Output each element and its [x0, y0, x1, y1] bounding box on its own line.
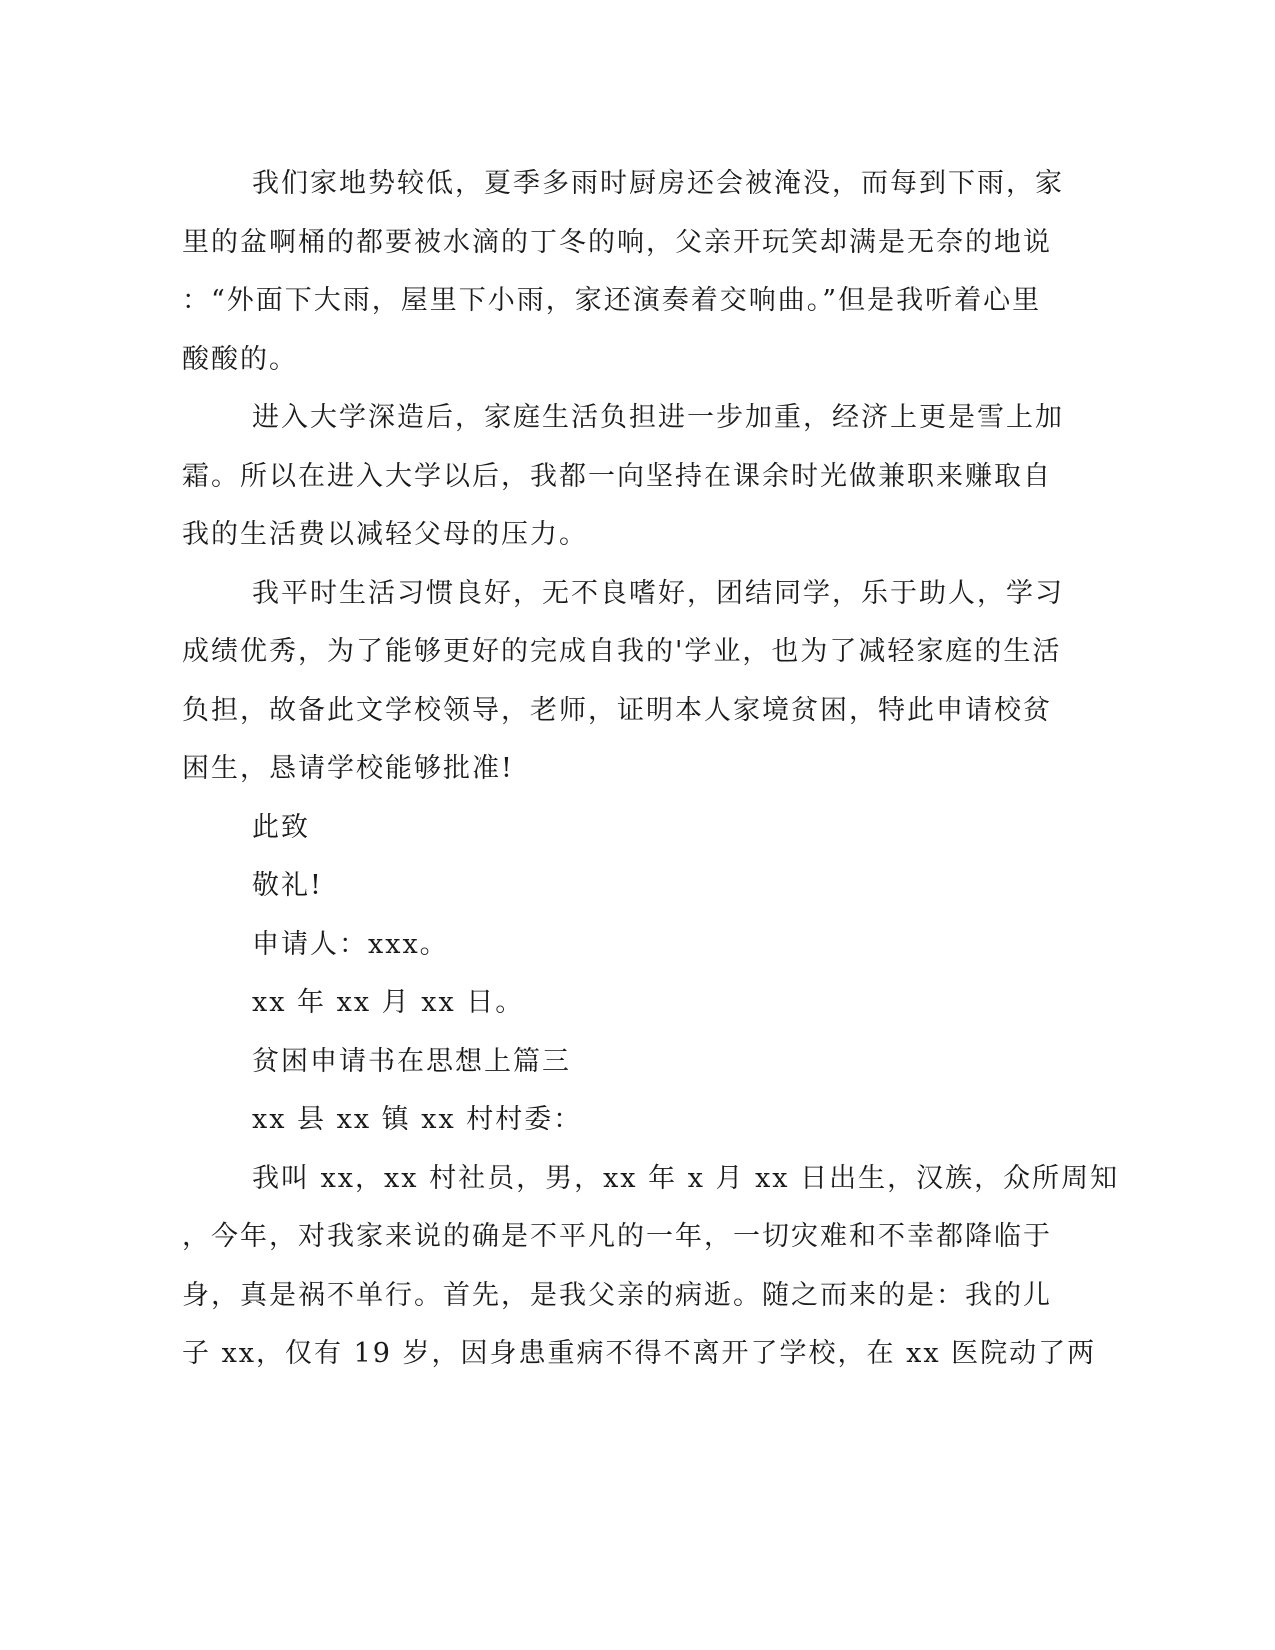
text-line: 此致 — [252, 811, 310, 843]
paragraph-university — [182, 389, 1064, 565]
text-line: xx 年 xx 月 xx 日。 — [252, 987, 525, 1018]
text-line: 敬礼! — [252, 870, 323, 901]
applicant-signature — [182, 916, 1032, 975]
recipient-line — [182, 1091, 1032, 1150]
document-body — [182, 155, 1120, 1384]
text-line: 负担，故备此文学校领导，老师，证明本人家境贫困，特此申请校贫 — [182, 694, 1052, 726]
text-line: 酸酸的。 — [182, 343, 298, 375]
section-title — [182, 1033, 1032, 1092]
closing-salutation — [182, 799, 1032, 858]
text-line: 霜。所以在进入大学以后，我都一向坚持在课余时光做兼职来赚取自 — [182, 460, 1052, 492]
paragraph-request — [182, 565, 1064, 799]
text-line: 申请人：xxx。 — [252, 928, 449, 960]
text-line: 进入大学深造后，家庭生活负担进一步加重，经济上更是雪上加 — [252, 402, 1064, 433]
text-line: 我们家地势较低，夏季多雨时厨房还会被淹没，而每到下雨，家 — [252, 168, 1064, 199]
text-line: 身，真是祸不单行。首先，是我父亲的病逝。随之而来的是：我的儿 — [182, 1279, 1052, 1311]
text-line: 里的盆啊桶的都要被水滴的丁冬的响，父亲开玩笑却满是无奈的地说 — [182, 226, 1052, 258]
text-line: 贫困申请书在思想上篇三 — [252, 1045, 571, 1077]
text-line: 困生，恳请学校能够批准! — [182, 753, 514, 784]
closing-regards — [182, 857, 1032, 916]
application-date — [182, 974, 1032, 1033]
text-line: 我的生活费以减轻父母的压力。 — [182, 519, 588, 550]
paragraph-house-rain — [182, 155, 1064, 389]
text-line: 我叫 xx，xx 村社员，男，xx 年 x 月 xx 日出生，汉族，众所周知 — [252, 1162, 1120, 1194]
text-line: ：“外面下大雨，屋里下小雨，家还演奏着交响曲。”但是我听着心里 — [182, 285, 1042, 316]
text-line: 我平时生活习惯良好，无不良嗜好，团结同学，乐于助人，学习 — [252, 577, 1064, 609]
text-line: 子 xx，仅有 19 岁，因身患重病不得不离开了学校，在 xx 医院动了两 — [182, 1338, 1097, 1369]
text-line: ，今年，对我家来说的确是不平凡的一年，一切灾难和不幸都降临于 — [182, 1221, 1052, 1252]
text-line: 成绩优秀，为了能够更好的完成自我的'学业，也为了减轻家庭的生活 — [182, 636, 1062, 667]
text-line: xx 县 xx 镇 xx 村村委： — [252, 1104, 583, 1135]
paragraph-introduction — [182, 1150, 1120, 1384]
